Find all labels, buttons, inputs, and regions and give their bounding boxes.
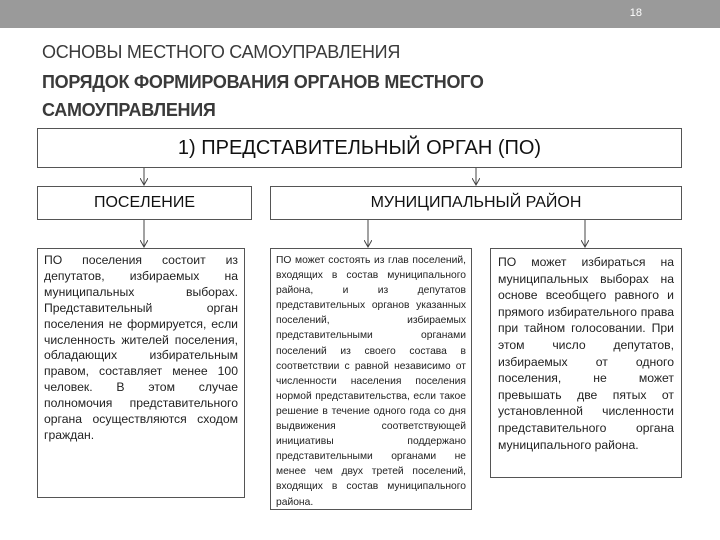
root-node (37, 128, 682, 168)
page-number: 18 (629, 7, 642, 19)
detail-box-district-composition (270, 248, 472, 510)
root-label: 1) ПРЕДСТАВИТЕЛЬНЫЙ ОРГАН (ПО) (177, 136, 542, 159)
detail-text-district-elections: ПО может избираться на муниципальных выборах на основе всеобщего равного и прямого избирательного права при тайном голосовании. При этом число депутатов, избираемых от одного поселения, не может превышать две пятых от установленной численности представительного органа муниципального района. (498, 255, 674, 452)
title-line-1: ОСНОВЫ МЕСТНОГО САМОУПРАВЛЕНИЯ (42, 42, 401, 62)
branch-poselenie (37, 186, 252, 220)
detail-text-district-composition: ПО может состоять из глав поселений, входящих в состав муниципального района, и из депутатов представительных органов указанных поселений, избираемых представительными органами поселений из своего состава в соответствии с равной независимо от численности населения поселения нормой представительства, если такое решение в течение одного года со дня выдвижения соответствующей инициативы поддержано представительными органами не менее чем двух третей поселений, входящих в состав муниципального района. (276, 255, 466, 508)
detail-box-district-elections (490, 248, 682, 478)
detail-box-poselenie (37, 248, 245, 498)
detail-text-poselenie: ПО поселения состоит из депутатов, избираемых на муниципальных выборах. Представительный орган поселения не формируется, если численность жителей поселения, обладающих избирательным правом, составляет менее 100 человек. В этом случае полномочия представительного органа осуществляются сходом граждан. (44, 253, 238, 442)
branch-label-municipal-district: МУНИЦИПАЛЬНЫЙ РАЙОН (370, 194, 582, 211)
title-line-2: ПОРЯДОК ФОРМИРОВАНИЯ ОРГАНОВ МЕСТНОГО САМОУПРАВЛЕНИЯ (42, 72, 484, 120)
branch-municipal-district (270, 186, 682, 220)
branch-label-poselenie: ПОСЕЛЕНИЕ (93, 194, 196, 211)
